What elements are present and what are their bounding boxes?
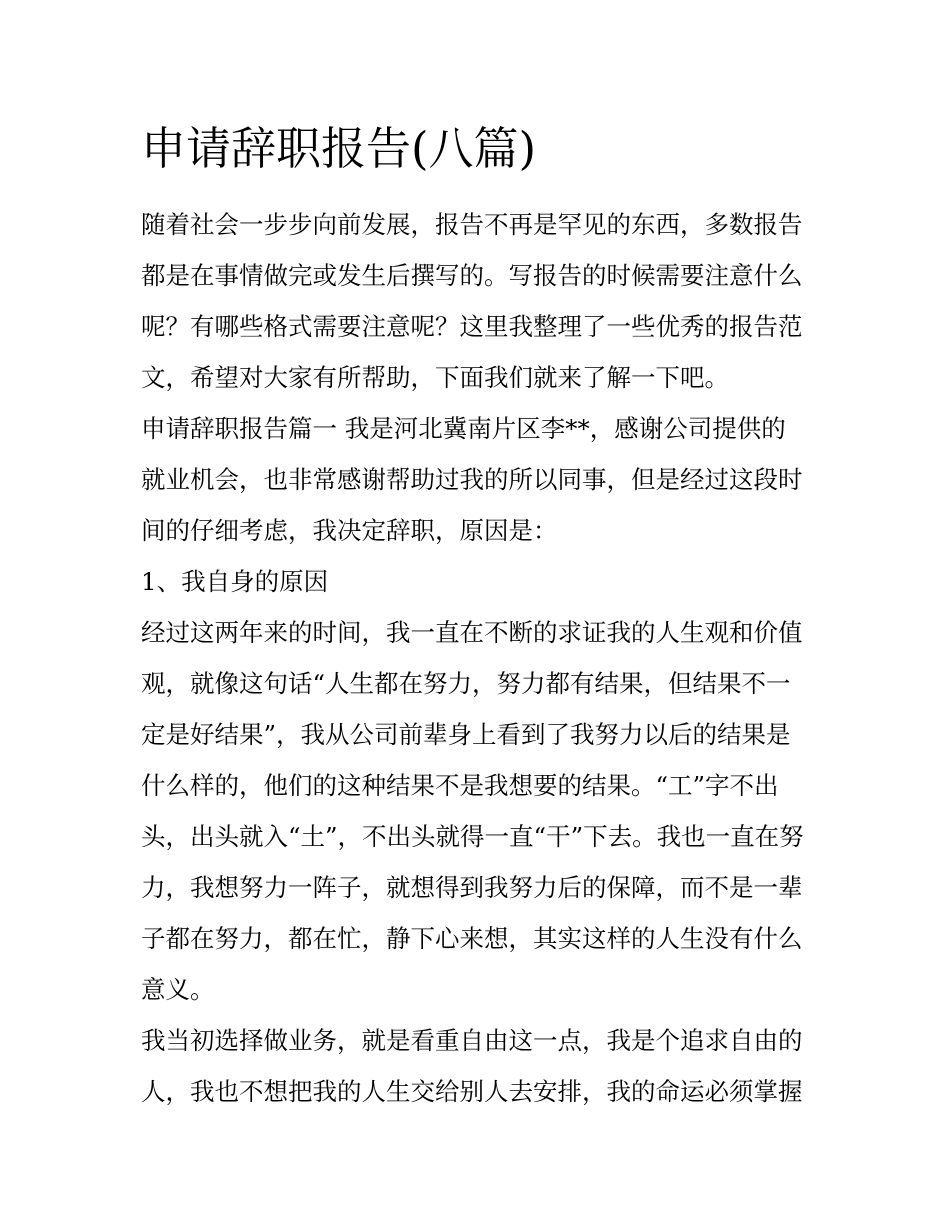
body-line: 都是在事情做完或发生后撰写的。写报告的时候需要注意什么 bbox=[141, 261, 803, 290]
body-line: 人，我也不想把我的人生交给别人去安排，我的命运必须掌握 bbox=[141, 1077, 803, 1106]
body-line: 头，出头就入“土”，不出头就得一直“干”下去。我也一直在努 bbox=[141, 822, 804, 851]
body-line: 力，我想努力一阵子，就想得到我努力后的保障，而不是一辈 bbox=[141, 873, 803, 902]
body-line: 我当初选择做业务，就是看重自由这一点，我是个追求自由的 bbox=[141, 1026, 803, 1055]
body-line: 1、我自身的原因 bbox=[141, 567, 329, 596]
document-title: 申请辞职报告(八篇) bbox=[141, 122, 537, 175]
body-line: 经过这两年来的时间，我一直在不断的求证我的人生观和价值 bbox=[141, 618, 803, 647]
body-line: 文，希望对大家有所帮助，下面我们就来了解一下吧。 bbox=[141, 363, 729, 392]
body-line: 什么样的，他们的这种结果不是我想要的结果。“工”字不出 bbox=[141, 771, 779, 800]
body-line: 子都在努力，都在忙，静下心来想，其实这样的人生没有什么 bbox=[141, 924, 803, 953]
body-line: 定是好结果”，我从公司前辈身上看到了我努力以后的结果是 bbox=[141, 720, 791, 749]
body-line: 就业机会，也非常感谢帮助过我的所以同事，但是经过这段时 bbox=[141, 465, 803, 494]
body-line: 间的仔细考虑，我决定辞职，原因是： bbox=[141, 516, 558, 545]
body-line: 随着社会一步步向前发展，报告不再是罕见的东西，多数报告 bbox=[141, 210, 803, 239]
body-line: 申请辞职报告篇一 我是河北冀南片区李**，感谢公司提供的 bbox=[141, 414, 786, 443]
body-line: 呢？有哪些格式需要注意呢？这里我整理了一些优秀的报告范 bbox=[141, 312, 803, 341]
body-line: 观，就像这句话“人生都在努力，努力都有结果，但结果不一 bbox=[141, 669, 791, 698]
document-body bbox=[141, 199, 821, 1117]
body-line: 意义。 bbox=[141, 975, 215, 1004]
